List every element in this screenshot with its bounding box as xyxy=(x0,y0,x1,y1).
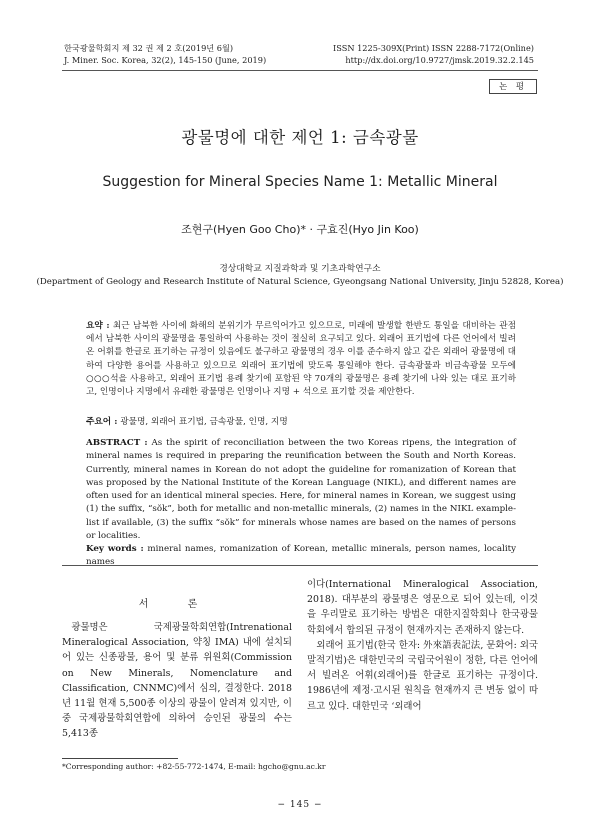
affiliation-korean: 경상대학교 지질과학과 및 기초과학연구소 xyxy=(219,264,381,274)
journal-header-right xyxy=(294,42,534,66)
affiliation-english: (Department of Geology and Research Institute of Natural Science, Gyeongsang National University, Jinju 52828, Korea) xyxy=(36,277,564,287)
journal-citation-korean: 한국광물학회지 제 32 권 제 2 호(2019년 6월) xyxy=(64,43,234,53)
keywords-korean-label: 주요어 : xyxy=(86,417,118,427)
abstract-english-text: As the spirit of reconciliation between the two Koreas ripens, the integration of mineral names is required in preparing the reunification between the South and North Koreas. Currently, mineral names in Korean do not adopt the guideline for romanization of Korean that was proposed by the National Institute of the Korean Language (NIKL), and different names are often used for an identical mineral species. Here, for mineral names in Korean, we suggest using (1) the suffix, “sŏk”, both for metallic and non-metallic minerals, (2) names in the NIKL example-list if available, (3) the suffix “sŏk” for minerals whose names are based on the names of persons or localities. xyxy=(86,438,516,542)
keywords-korean xyxy=(86,416,516,429)
abstract-korean-text: 최근 남북한 사이에 화해의 분위기가 무르익어가고 있으므로, 미래에 발생할 한반도 통일을 대비하는 관점에서 남북한 사이의 광물명을 통일하여 사용하는 것이 절실히 요구되고 있다. 외래어 표기법에 다른 언어에서 빌려온 어휘를 한글로 표기하는 규정이 있음에도 불구하고 광물명의 경우 이를 준수하지 않고 같은 외래어 광물명에 대하여 다양한 용어를 사용하고 있으므로 외래어 표기법에 맞도록 통일해야 한다. 금속광물과 비금속광물 모두에 ○○○석을 사용하고, 외래어 표기법 용례 찾기에 포함된 약 70개의 광물명은 용례 찾기에 나와 있는 대로 표기하고, 인명이나 지명에서 유래한 광물명은 인명이나 지명 + 석으로 표기할 것을 제안한다. xyxy=(86,321,516,398)
body-column-right xyxy=(307,577,538,714)
abstract-english xyxy=(86,437,516,543)
abstract-korean xyxy=(86,320,516,399)
body-column-left xyxy=(62,620,292,742)
page-number: − 145 − xyxy=(277,800,323,810)
title-korean: 광물명에 대한 제언 1: 금속광물 xyxy=(181,128,419,147)
journal-citation-english: J. Miner. Soc. Korea, 32(2), 145-150 (June, 2019) xyxy=(64,55,267,65)
keywords-english-text: mineral names, romanization of Korean, metallic minerals, person names, locality names xyxy=(86,544,516,568)
doi-link[interactable]: http://dx.doi.org/10.9727/jmsk.2019.32.2.145 xyxy=(345,55,534,65)
authors: 조현구(Hyen Goo Cho)* · 구효진(Hyo Jin Koo) xyxy=(181,223,419,236)
abstract-divider xyxy=(62,565,538,566)
abstract-korean-label: 요약 : xyxy=(86,321,110,331)
intro-paragraph-second: 외래어 표기법(한국 한자: 外來語表記法, 문화어: 외국말적기법)은 대한민국의 국립국어원이 정한, 다른 언어에서 빌려온 어휘(외래어)를 한글로 표기하는 규정이다. 1986년에 제정·고시된 원칙을 현재까지 큰 변동 없이 따르고 있다. 대한민국 ‘외래어 xyxy=(307,639,538,712)
intro-paragraph-continued: 이다(International Mineralogical Association, 2018). 대부분의 광물명은 영문으로 되어 있는데, 이것을 우리말로 표기하는 방법은 대한지질학회나 한국광물학회에서 합의된 규정이 현재까지는 존재하지 않는다. xyxy=(307,579,538,636)
keywords-english-label: Key words : xyxy=(86,544,144,554)
abstract-english-label: ABSTRACT : xyxy=(86,438,148,448)
intro-paragraph: 광물명은 국제광물학회연합(Intrenational Mineralogical Association, 약칭 IMA) 내에 설치되어 있는 신종광물, 용어 및 분류 위원회(Commission on New Minerals, Nomenclature and Classification, CNNMC)에서 심의, 결정한다. 2018년 11월 현재 5,500종 이상의 광물이 알려져 있지만, 이 중 국제광물학회연합에 의하여 승인된 광물의 수는 5,413종 xyxy=(62,622,292,740)
header-divider xyxy=(62,70,538,71)
article-type-badge: 논 평 xyxy=(489,79,537,94)
section-heading-introduction: 서 론 xyxy=(138,599,216,610)
title-english: Suggestion for Mineral Species Name 1: Metallic Mineral xyxy=(102,174,498,190)
keywords-korean-text: 광물명, 외래어 표기법, 금속광물, 인명, 지명 xyxy=(120,417,288,427)
footnote-divider xyxy=(62,758,178,759)
issn-line: ISSN 1225-309X(Print) ISSN 2288-7172(Online) xyxy=(333,43,534,53)
corresponding-author-footnote: *Corresponding author: +82-55-772-1474, E-mail: hgcho@gnu.ac.kr xyxy=(62,762,326,771)
